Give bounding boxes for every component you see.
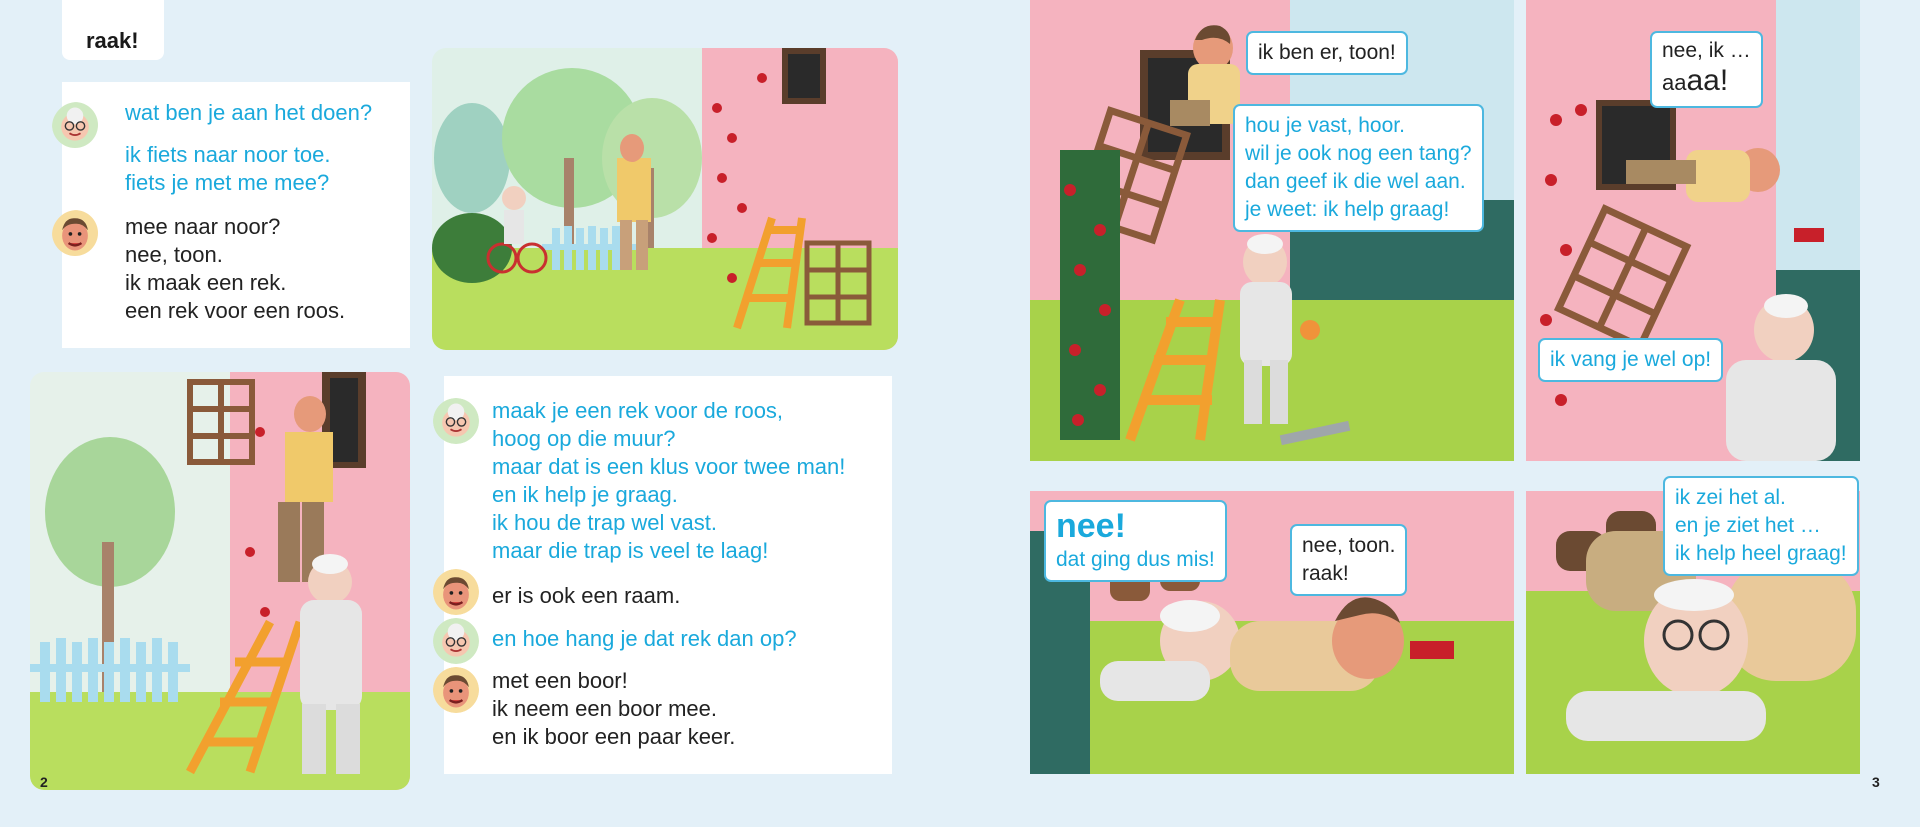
page-number-left: 2	[40, 774, 48, 790]
grandpa-glasses-avatar	[433, 618, 479, 664]
chapter-title: raak!	[86, 28, 139, 53]
speech-bubble: ik zei het al. en je ziet het … ik help heel graag!	[1663, 476, 1859, 576]
illustration-bike-ladder	[432, 48, 898, 350]
dialog-line: een rek voor een roos.	[125, 298, 346, 323]
chapter-title-tab	[62, 0, 164, 60]
speech-bubble: nee, ik … aaaa!	[1650, 31, 1763, 108]
toon-avatar	[433, 667, 479, 713]
page-number-right: 3	[1872, 774, 1880, 790]
dialog-line: maar dat is een klus voor twee man!	[492, 454, 846, 479]
scream-big: aa!	[1686, 64, 1729, 97]
dialog-line: maak je een rek voor de roos,	[492, 398, 784, 423]
dialog-line: en hoe hang je dat rek dan op?	[492, 626, 797, 651]
scream-small: aa	[1662, 70, 1687, 95]
dialog-line: hoog op die muur?	[492, 426, 676, 451]
dialog-line: er is ook een raam.	[492, 583, 681, 608]
dialog-line: en ik boor een paar keer.	[492, 724, 736, 749]
speech-bubble: hou je vast, hoor. wil je ook nog een tang? dan geef ik die wel aan. je weet: ik help graag!	[1233, 104, 1484, 232]
dialog-line: maar die trap is veel te laag!	[492, 538, 769, 563]
dialog-line: ik neem een boor mee.	[492, 696, 718, 721]
dialog-line: ik maak een rek.	[125, 270, 287, 295]
speech-bubble: ik vang je wel op!	[1538, 338, 1723, 382]
dialog-line: met een boor!	[492, 668, 628, 693]
dialog-line: fiets je met me mee?	[125, 170, 330, 195]
illustration-drill-ladder	[30, 372, 410, 790]
toon-avatar	[52, 210, 102, 260]
dialog-line: mee naar noor?	[125, 214, 281, 239]
dialog-line: ik hou de trap wel vast.	[492, 510, 718, 535]
dialog-line: en ik help je graag.	[492, 482, 678, 507]
speech-bubble: ik ben er, toon!	[1246, 31, 1408, 75]
dialog-line: wat ben je aan het doen?	[125, 100, 373, 125]
dialog-line: nee, toon.	[125, 242, 223, 267]
grandpa-glasses-avatar	[433, 398, 479, 444]
speech-bubble: nee, toon. raak!	[1290, 524, 1407, 596]
dialog-line: ik fiets naar noor toe.	[125, 142, 331, 167]
speech-bubble: nee! dat ging dus mis!	[1044, 500, 1227, 582]
toon-avatar	[433, 569, 479, 615]
exclamation: nee!	[1056, 507, 1126, 545]
grandpa-glasses-avatar	[52, 102, 102, 152]
